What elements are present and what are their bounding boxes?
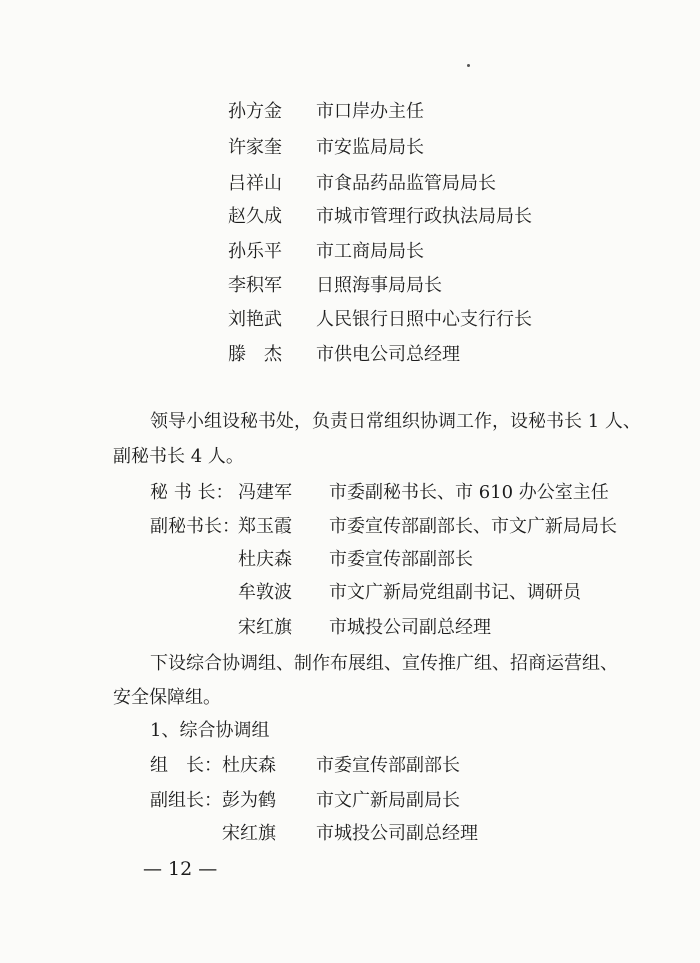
secretariat-name: 杜庆森 (238, 549, 292, 570)
member-name: 滕 杰 (228, 344, 282, 365)
member-name: 孙乐平 (228, 241, 282, 262)
member-title: 市口岸办主任 (316, 101, 424, 122)
page-number: — 12 — (143, 858, 218, 880)
secretariat-role: 秘 书 长： (150, 482, 234, 503)
secretariat-name: 牟敦波 (238, 582, 292, 603)
secretariat-role: 副秘书长： (150, 516, 240, 537)
secretariat-title: 市文广新局党组副书记、调研员 (329, 582, 581, 603)
member-name: 许家奎 (228, 137, 282, 158)
secretariat-title: 市委副秘书长、市 610 办公室主任 (329, 482, 609, 503)
group-member-name: 杜庆森 (222, 755, 276, 776)
member-title: 市供电公司总经理 (316, 344, 460, 365)
group-member-name: 彭为鹤 (222, 790, 276, 811)
secretariat-name: 郑玉霞 (238, 516, 292, 537)
member-name: 刘艳武 (228, 309, 282, 330)
member-title: 日照海事局局长 (316, 275, 442, 296)
secretariat-title: 市城投公司副总经理 (329, 617, 491, 638)
group-member-name: 宋红旗 (222, 823, 276, 844)
secretariat-name: 宋红旗 (238, 617, 292, 638)
secretariat-intro-line1: 领导小组设秘书处，负责日常组织协调工作，设秘书长 1 人、 (150, 411, 641, 432)
scan-speck (467, 64, 470, 67)
member-title: 市食品药品监管局局长 (316, 173, 496, 194)
member-title: 市城市管理行政执法局局长 (316, 206, 532, 227)
member-title: 市工商局局长 (316, 241, 424, 262)
groups-intro-line1: 下设综合协调组、制作布展组、宣传推广组、招商运营组、 (150, 653, 618, 674)
section-heading: 1、综合协调组 (150, 720, 270, 741)
group-member-title: 市委宣传部副部长 (316, 755, 460, 776)
group-member-title: 市城投公司副总经理 (316, 823, 478, 844)
secretariat-title: 市委宣传部副部长、市文广新局局长 (329, 516, 617, 537)
member-name: 孙方金 (228, 101, 282, 122)
secretariat-intro-line2: 副秘书长 4 人。 (113, 446, 244, 467)
member-title: 人民银行日照中心支行行长 (316, 309, 532, 330)
member-name: 吕祥山 (228, 173, 282, 194)
secretariat-title: 市委宣传部副部长 (329, 549, 473, 570)
group-role: 副组长： (150, 790, 222, 811)
group-role: 组 长： (150, 755, 222, 776)
member-name: 李积军 (228, 275, 282, 296)
member-title: 市安监局局长 (316, 137, 424, 158)
groups-intro-line2: 安全保障组。 (113, 687, 221, 708)
secretariat-name: 冯建军 (238, 482, 292, 503)
group-member-title: 市文广新局副局长 (316, 790, 460, 811)
member-name: 赵久成 (228, 206, 282, 227)
